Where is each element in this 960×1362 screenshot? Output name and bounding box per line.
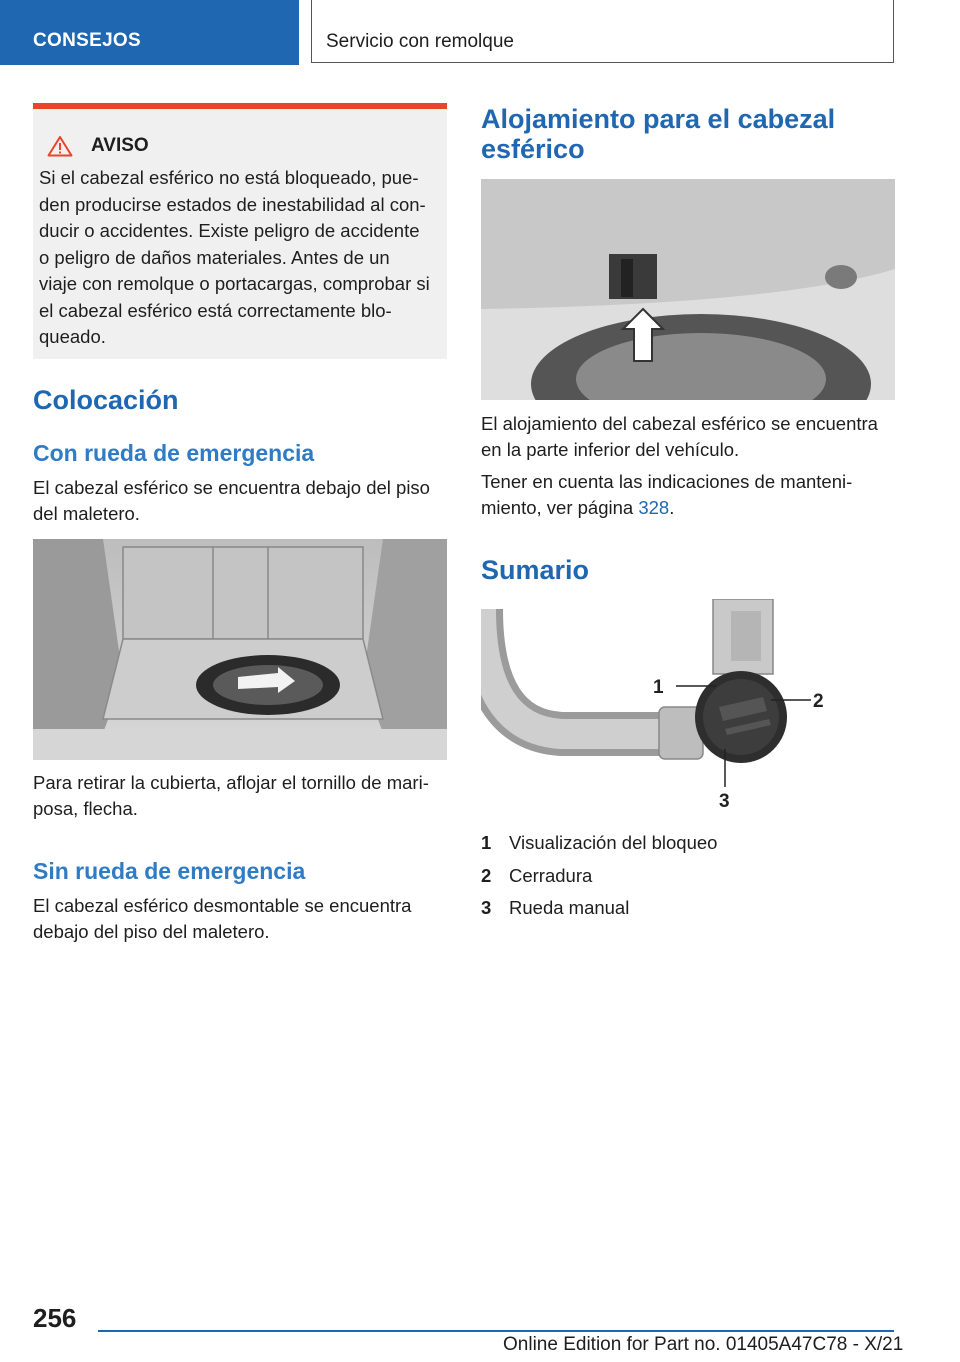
trunk-caption: Para retirar la cubierta, aflojar el tornillo de mari- posa, flecha.	[33, 772, 429, 819]
callout-3: 3	[719, 791, 730, 812]
heading-con-rueda: Con rueda de emergencia	[33, 440, 315, 466]
heading-sin-rueda: Sin rueda de emergencia	[33, 858, 306, 884]
footer-divider	[98, 1330, 894, 1332]
sin-rueda-text: El cabezal esférico desmontable se encuentra debajo del piso del maletero.	[33, 895, 412, 942]
chapter-header	[311, 0, 894, 63]
warning-box	[33, 103, 447, 359]
ball-head-diagram	[481, 599, 895, 815]
heading-alojamiento: Alojamiento para el cabezal esférico	[481, 104, 836, 164]
section-label: CONSEJOS	[33, 30, 141, 51]
hitch-receiver-image	[481, 179, 895, 400]
trunk-image	[33, 539, 447, 760]
edition-footer: Online Edition for Part no. 01405A47C78 - X/21	[503, 1334, 904, 1355]
maintenance-reference: Tener en cuenta las indicaciones de manteni- miento, ver página 328.	[481, 471, 853, 518]
con-rueda-text: El cabezal esférico se encuentra debajo del piso del maletero.	[33, 477, 430, 524]
warning-label: AVISO	[91, 135, 149, 156]
callout-2: 2	[813, 691, 824, 712]
chapter-title: Servicio con remolque	[326, 31, 514, 52]
page-link-328[interactable]: 328	[638, 497, 670, 518]
callout-1: 1	[653, 677, 664, 698]
heading-colocacion: Colocación	[33, 385, 179, 415]
section-tab	[0, 0, 299, 65]
warning-triangle-icon	[47, 135, 73, 157]
heading-sumario: Sumario	[481, 555, 590, 585]
alojamiento-text: El alojamiento del cabezal esférico se encuentra en la parte inferior del vehículo.	[481, 413, 878, 460]
page-number: 256	[33, 1303, 77, 1333]
warning-text: Si el cabezal esférico no está bloqueado, pue- den producirse estados de inestabilidad al con- ducir o accidentes. Existe peligro de accidente o peligro de daños materiales. Antes de un viaje con remolque o portacargas, comprobar si el cabezal esférico está correctamente blo- queado.	[39, 167, 430, 347]
